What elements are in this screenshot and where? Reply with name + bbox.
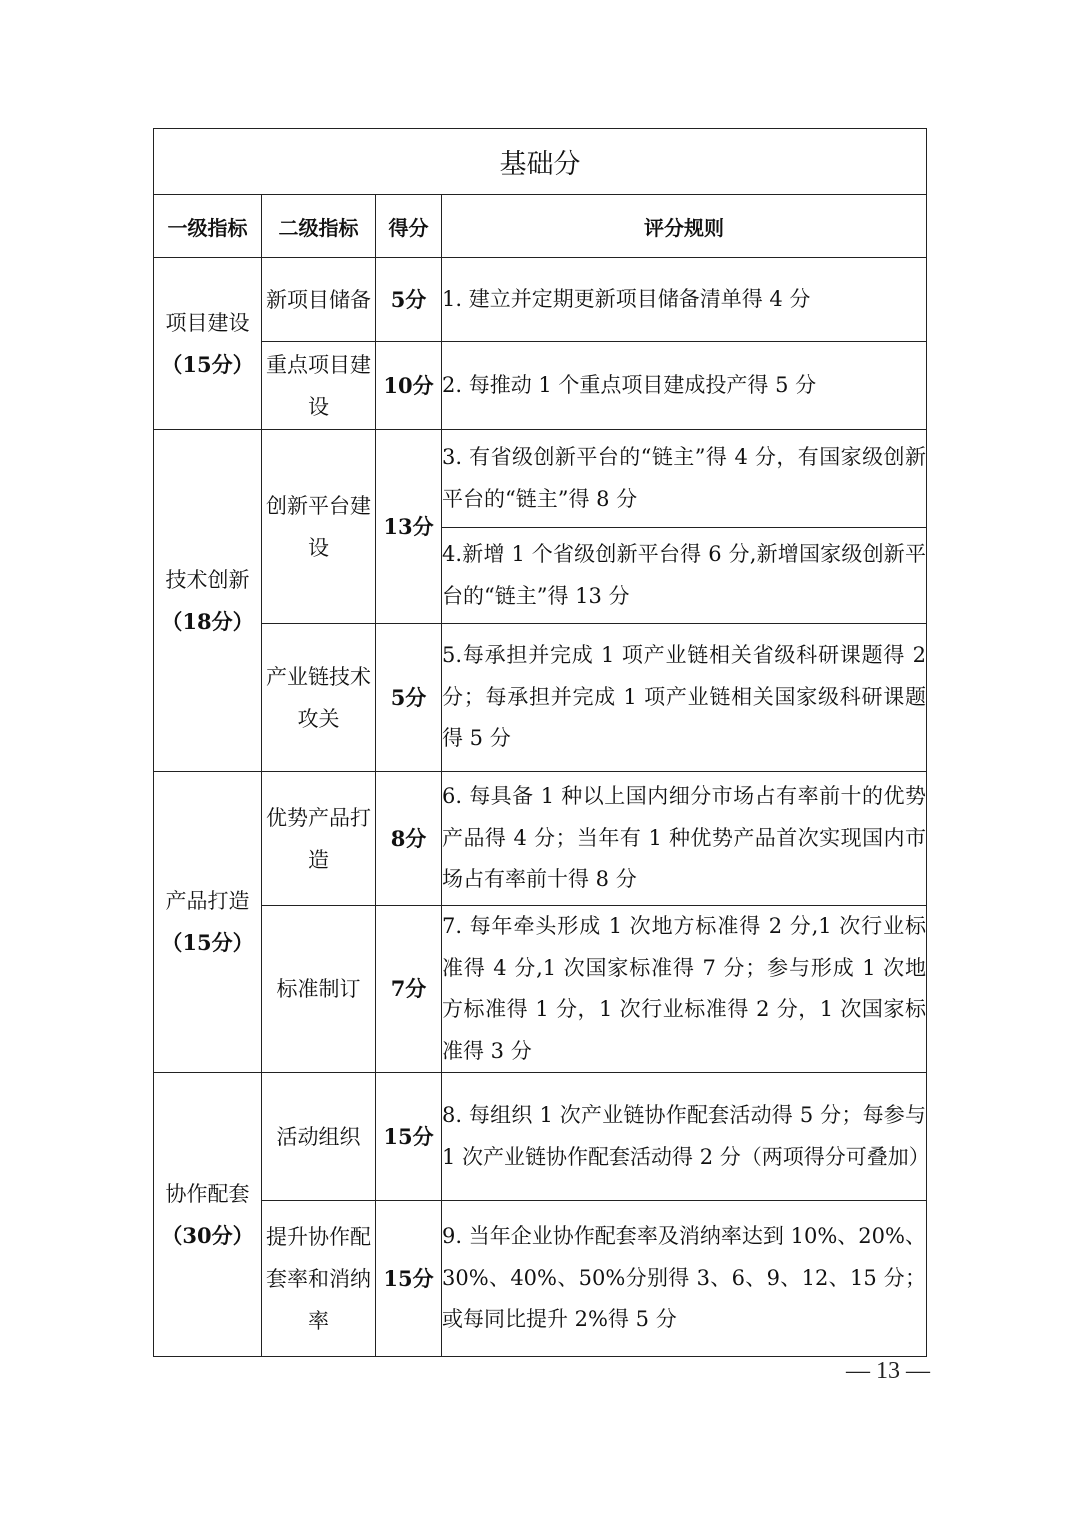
item-score: 5分 xyxy=(376,258,442,342)
item-name: 新项目储备 xyxy=(262,258,376,342)
header-rules: 评分规则 xyxy=(442,195,927,258)
item-score: 15分 xyxy=(376,1073,442,1201)
group-score: （15分） xyxy=(161,351,254,377)
item-name: 重点项目建设 xyxy=(262,342,376,430)
item-name: 创新平台建设 xyxy=(262,430,376,624)
rule-text: 8. 每组织 1 次产业链协作配套活动得 5 分；每参与 1 次产业链协作配套活动得 2 分（两项得分可叠加） xyxy=(442,1073,927,1201)
group-cell xyxy=(154,430,262,772)
group-name: 项目建设 xyxy=(165,310,250,335)
group-name: 产品打造 xyxy=(165,889,250,913)
item-name: 产业链技术攻关 xyxy=(262,624,376,772)
rule-text: 9. 当年企业协作配套率及消纳率达到 10%、20%、30%、40%、50%分别得 3、6、9、12、15 分；或每同比提升 2%得 5 分 xyxy=(442,1201,927,1357)
header-level2: 二级指标 xyxy=(262,195,376,258)
rule-text: 2. 每推动 1 个重点项目建成投产得 5 分 xyxy=(442,342,927,430)
rule-text: 7. 每年牵头形成 1 次地方标准得 2 分,1 次行业标准得 4 分,1 次国家标准得 7 分；参与形成 1 次地方标准得 1 分，1 次行业标准得 2 分，1 次国家标准得 3 分 xyxy=(442,906,927,1073)
item-name: 活动组织 xyxy=(262,1073,376,1201)
item-name: 优势产品打造 xyxy=(262,772,376,906)
item-score: 8分 xyxy=(376,772,442,906)
group-score: （18分） xyxy=(161,608,254,634)
header-score: 得分 xyxy=(376,195,442,258)
item-name: 标准制订 xyxy=(262,906,376,1073)
rule-text: 4.新增 1 个省级创新平台得 6 分,新增国家级创新平台的“链主”得 13 分 xyxy=(442,528,927,624)
item-score: 15分 xyxy=(376,1201,442,1357)
group-cell xyxy=(154,772,262,1073)
group-name: 技术创新 xyxy=(165,567,250,592)
group-score: （30分） xyxy=(161,1222,254,1248)
group-score: （15分） xyxy=(161,930,254,955)
item-score: 13分 xyxy=(376,430,442,624)
rule-text: 5.每承担并完成 1 项产业链相关省级科研课题得 2 分；每承担并完成 1 项产业链相关国家级科研课题得 5 分 xyxy=(442,624,927,772)
item-name: 提升协作配套率和消纳率 xyxy=(262,1201,376,1357)
item-score: 10分 xyxy=(376,342,442,430)
item-score: 7分 xyxy=(376,906,442,1073)
header-level1: 一级指标 xyxy=(154,195,262,258)
scoring-table xyxy=(153,128,930,1357)
group-name: 协作配套 xyxy=(165,1181,250,1206)
table-title: 基础分 xyxy=(154,129,927,195)
page-number: — 13 — xyxy=(846,1358,930,1384)
rule-text: 3. 有省级创新平台的“链主”得 4 分，有国家级创新平台的“链主”得 8 分 xyxy=(442,430,927,528)
rule-text: 1. 建立并定期更新项目储备清单得 4 分 xyxy=(442,258,927,342)
item-score: 5分 xyxy=(376,624,442,772)
group-cell xyxy=(154,258,262,430)
group-cell xyxy=(154,1073,262,1357)
rule-text: 6. 每具备 1 种以上国内细分市场占有率前十的优势产品得 4 分；当年有 1 种优势产品首次实现国内市场占有率前十得 8 分 xyxy=(442,772,927,906)
